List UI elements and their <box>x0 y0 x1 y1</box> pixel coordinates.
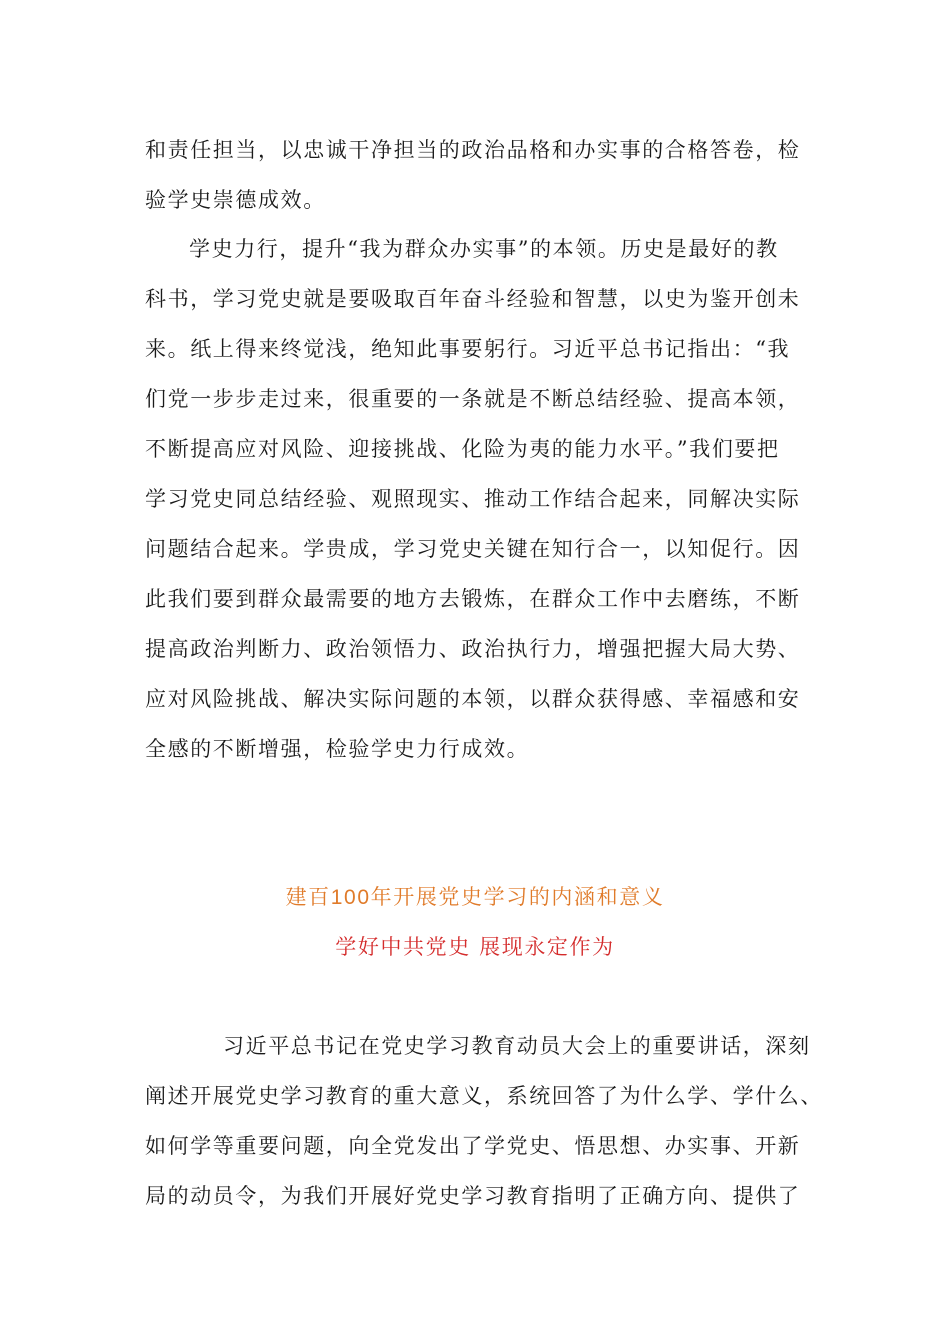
paragraph-line: 学史力行，提升“我为群众办实事”的本领。历史是最好的教 <box>189 237 779 261</box>
paragraph-line: 验学史崇德成效。 <box>145 188 326 212</box>
paragraph-line: 如何学等重要问题，向全党发出了学党史、悟思想、办实事、开新 <box>145 1134 801 1158</box>
paragraph-line: 提高政治判断力、政治领悟力、政治执行力，增强把握大局大势、 <box>145 637 801 661</box>
body-paragraph <box>145 224 815 774</box>
body-paragraph <box>145 125 815 225</box>
paragraph-line: 来。纸上得来终觉浅，绝知此事要躬行。习近平总书记指出：“我 <box>145 337 791 361</box>
paragraph-line: 应对风险挑战、解决实际问题的本领，以群众获得感、幸福感和安 <box>145 687 801 711</box>
paragraph-line: 不断提高应对风险、迎接挑战、化险为夷的能力水平。”我们要把 <box>145 437 780 461</box>
paragraph-line: 问题结合起来。学贵成，学习党史关键在知行合一，以知促行。因 <box>145 537 801 561</box>
paragraph-line: 习近平总书记在党史学习教育动员大会上的重要讲话，深刻 <box>223 1034 811 1058</box>
paragraph-line: 科书，学习党史就是要吸取百年奋斗经验和智慧，以史为鉴开创未 <box>145 287 801 311</box>
paragraph-line: 们党一步步走过来，很重要的一条就是不断总结经验、提高本领， <box>145 387 801 411</box>
section-title: 建百100年开展党史学习的内涵和意义 <box>285 886 665 909</box>
paragraph-line: 学习党史同总结经验、观照现实、推动工作结合起来，同解决实际 <box>145 487 801 511</box>
paragraph-line: 局的动员令，为我们开展好党史学习教育指明了正确方向、提供了 <box>145 1184 801 1208</box>
paragraph-line: 和责任担当，以忠诚干净担当的政治品格和办实事的合格答卷，检 <box>145 138 801 162</box>
paragraph-line: 此我们要到群众最需要的地方去锻炼，在群众工作中去磨练，不断 <box>145 587 801 611</box>
section-subtitle: 学好中共党史 展现永定作为 <box>335 935 615 959</box>
body-paragraph <box>145 1021 823 1221</box>
paragraph-line: 全感的不断增强，检验学史力行成效。 <box>145 737 530 761</box>
paragraph-line: 阐述开展党史学习教育的重大意义，系统回答了为什么学、学什么、 <box>145 1084 823 1108</box>
